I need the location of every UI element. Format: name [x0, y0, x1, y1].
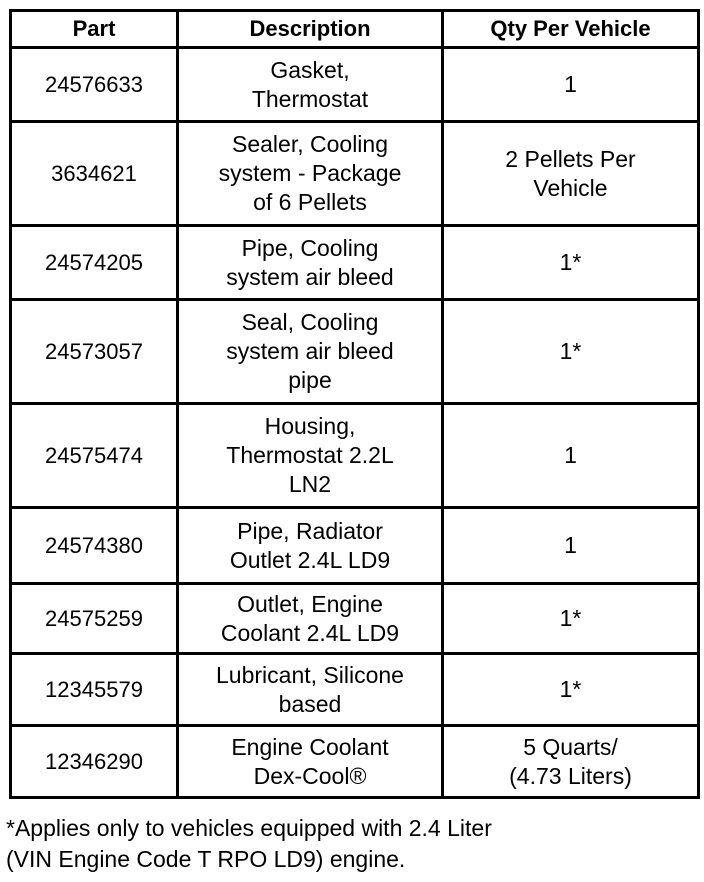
table-row	[11, 48, 699, 122]
part-number: 3634621	[11, 122, 178, 226]
part-description: Pipe, Radiator Outlet 2.4L LD9	[178, 508, 443, 584]
part-description: Sealer, Cooling system - Package of 6 Pellets	[178, 122, 443, 226]
header-part: Part	[11, 11, 178, 48]
footnote: *Applies only to vehicles equipped with 2.4 Liter (VIN Engine Code T RPO LD9) engine.	[6, 815, 492, 872]
part-qty: 1	[443, 508, 699, 584]
part-qty: 1*	[443, 300, 699, 404]
part-qty: 1*	[443, 226, 699, 300]
header-row	[11, 11, 699, 48]
table-row	[11, 404, 699, 508]
part-number: 12346290	[11, 726, 178, 798]
part-number: 24575259	[11, 584, 178, 654]
header-qty: Qty Per Vehicle	[443, 11, 699, 48]
table-row	[11, 654, 699, 726]
table-row	[11, 300, 699, 404]
table-row	[11, 726, 699, 798]
part-qty: 1	[443, 48, 699, 122]
table-row	[11, 508, 699, 584]
part-description: Pipe, Cooling system air bleed	[178, 226, 443, 300]
part-description: Gasket, Thermostat	[178, 48, 443, 122]
table-row	[11, 122, 699, 226]
part-description: Engine Coolant Dex-Cool®	[178, 726, 443, 798]
part-number: 24574205	[11, 226, 178, 300]
part-number: 24573057	[11, 300, 178, 404]
part-number: 24574380	[11, 508, 178, 584]
table-row	[11, 584, 699, 654]
header-description: Description	[178, 11, 443, 48]
part-qty: 1*	[443, 584, 699, 654]
table-row	[11, 226, 699, 300]
part-qty: 1	[443, 404, 699, 508]
part-number: 24576633	[11, 48, 178, 122]
part-description: Lubricant, Silicone based	[178, 654, 443, 726]
part-qty: 2 Pellets Per Vehicle	[443, 122, 699, 226]
part-number: 24575474	[11, 404, 178, 508]
part-qty: 1*	[443, 654, 699, 726]
parts-sheet	[9, 9, 697, 799]
part-qty: 5 Quarts/ (4.73 Liters)	[443, 726, 699, 798]
part-description: Housing, Thermostat 2.2L LN2	[178, 404, 443, 508]
part-description: Outlet, Engine Coolant 2.4L LD9	[178, 584, 443, 654]
parts-table	[9, 9, 700, 799]
part-description: Seal, Cooling system air bleed pipe	[178, 300, 443, 404]
part-number: 12345579	[11, 654, 178, 726]
